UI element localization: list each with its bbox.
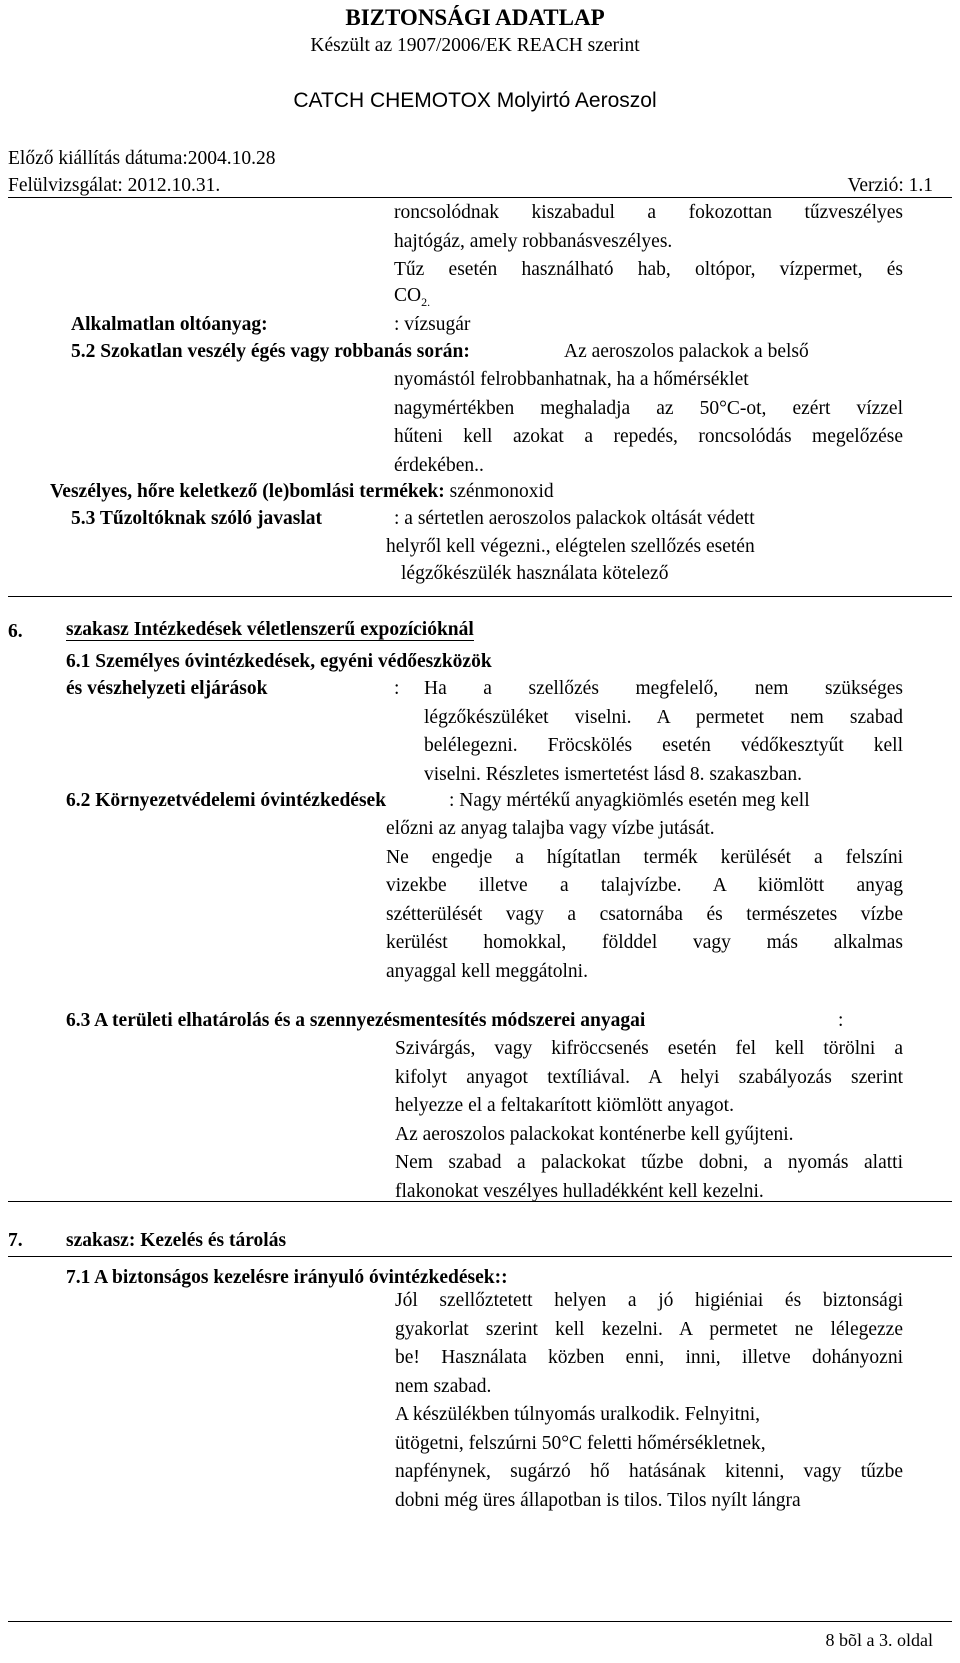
text-line: A készülékben túlnyomás uralkodik. Felnyitni,: [395, 1404, 761, 1425]
section-separator: [8, 1201, 952, 1202]
section-7-1-text: [395, 1287, 903, 1515]
text-line: légzőkészüléket viselni. A permetet nem szabad: [424, 706, 903, 728]
text-line: Tűz esetén használható hab, oltópor, vízpermet, és: [394, 259, 903, 280]
version: Verzió: 1.1: [847, 175, 933, 196]
text-line: helyezze el a feltakarított kiömlött anyagot.: [395, 1095, 734, 1116]
section-6-3-heading: 6.3 A területi elhatárolás és a szennyezésmentesítés módszerei anyagai: [66, 1010, 646, 1031]
section-6-3-colon: :: [838, 1010, 844, 1031]
co2-text: [394, 284, 430, 309]
footer-rule: [8, 1621, 952, 1622]
text-line: napfénynek, sugárzó hő hatásának kitenni, vagy tűzbe: [395, 1461, 903, 1482]
section5-continuation: [394, 199, 903, 285]
text-line: kerülést homokkal, földdel vagy más alkalmas: [386, 932, 903, 953]
section-6-3-text: [395, 1035, 903, 1206]
text-line: flakonokat veszélyes hulladékként kell kezelni.: [395, 1180, 764, 1202]
section-5-3-line: helyről kell végezni., elégtelen szellőzés esetén: [386, 536, 755, 557]
section-7-number: 7.: [8, 1230, 23, 1251]
section-5-3-heading: 5.3 Tűzoltóknak szóló javaslat: [71, 508, 323, 529]
text-line: előzni az anyag talajba vagy vízbe jutását.: [386, 818, 715, 839]
header-rule: [8, 197, 952, 198]
section-separator: [8, 596, 952, 597]
section-6-2-heading: 6.2 Környezetvédelemi óvintézkedések: [66, 790, 387, 811]
text-line: gyakorlat szerint kell kezelni. A permetet ne lélegezze: [395, 1318, 903, 1340]
section-6-1-colon: :: [394, 678, 400, 699]
section-6-1-heading-cont: és vészhelyzeti eljárások: [66, 678, 268, 699]
section-separator: [8, 1256, 952, 1257]
unsuitable-extinguisher-value: : vízsugár: [394, 314, 471, 335]
section-6-1-text: [424, 675, 903, 789]
text-line: nagymértékben meghaladja az 50°C-ot, ezért vízzel: [394, 397, 903, 419]
previous-issue-date: Előző kiállítás dátuma:2004.10.28: [8, 148, 276, 169]
section-5-2-text: [394, 366, 903, 480]
text-line: kifolyt anyagot textíliával. A helyi szabályozás szerint: [395, 1066, 903, 1088]
product-name: CATCH CHEMOTOX Molyirtó Aeroszol: [293, 89, 657, 112]
section-6-2-first-line: : Nagy mértékű anyagkiömlés esetén meg kell: [449, 790, 810, 811]
section-6-title: szakasz Intézkedések véletlenszerű expozícióknál: [66, 619, 474, 640]
text-line: anyaggal kell meggátolni.: [386, 960, 588, 982]
section-7-title: szakasz: Kezelés és tárolás: [66, 1230, 287, 1251]
revision-date: Felülvizsgálat: 2012.10.31.: [8, 175, 221, 196]
text-line: belélegezni. Fröcskölés esetén védőkesztyűt kell: [424, 735, 903, 756]
text-line: be! Használata közben enni, inni, illetve dohányozni: [395, 1347, 903, 1368]
text-line: szétterülését vagy a csatornába és természetes vízbe: [386, 903, 903, 925]
section-6-2-text: [386, 815, 903, 986]
text-line: Ha a szellőzés megfelelő, nem szükséges: [424, 678, 903, 699]
text-line: hajtógáz, amely robbanásveszélyes.: [394, 230, 673, 252]
section-6-number: 6.: [8, 621, 23, 642]
text-line: nem szabad.: [395, 1375, 492, 1397]
text-line: Ne engedje a hígítatlan termék kerülését a felszíni: [386, 846, 903, 868]
text-line: vizekbe illetve a talajvízbe. A kiömlött anyag: [386, 875, 903, 896]
text-line: Az aeroszolos palackokat konténerbe kell gyűjteni.: [395, 1123, 794, 1145]
text-line: Nem szabad a palackokat tűzbe dobni, a nyomás alatti: [395, 1152, 903, 1173]
page-number: 8 bõl a 3. oldal: [825, 1630, 933, 1650]
decomposition-value: szénmonoxid: [449, 481, 554, 502]
text-line: viselni. Részletes ismertetést lásd 8. szakaszban.: [424, 763, 802, 785]
co2-subscript: 2.: [421, 294, 431, 309]
text-line: Szivárgás, vagy kifröccsenés esetén fel kell törölni a: [395, 1038, 903, 1059]
unsuitable-extinguisher-label: Alkalmatlan oltóanyag:: [71, 314, 268, 335]
doc-subtitle: Készült az 1907/2006/EK REACH szerint: [310, 35, 640, 56]
section-5-3-line: légzőkészülék használata kötelező: [401, 563, 669, 584]
text-line: Jól szellőztetett helyen a jó higiéniai és biztonsági: [395, 1290, 903, 1311]
decomposition-products: [50, 480, 554, 503]
section-5-2-heading: 5.2 Szokatlan veszély égés vagy robbanás során:: [71, 341, 470, 362]
section-7-1-heading: 7.1 A biztonságos kezelésre irányuló óvintézkedések::: [66, 1267, 508, 1288]
text-line: érdekében..: [394, 454, 484, 476]
co2-main: CO: [394, 285, 422, 306]
text-line: nyomástól felrobbanhatnak, ha a hőmérséklet: [394, 369, 749, 390]
section-6-1-heading: 6.1 Személyes óvintézkedések, egyéni védőeszközök: [66, 651, 492, 672]
decomposition-label: Veszélyes, hőre keletkező (le)bomlási termékek:: [50, 481, 445, 502]
section-5-2-first-line: Az aeroszolos palackok a belső: [564, 341, 809, 362]
doc-title: BIZTONSÁGI ADATLAP: [345, 5, 605, 30]
text-line: ütögetni, felszúrni 50°C feletti hőmérsékletnek,: [395, 1432, 766, 1454]
text-line: hűteni kell azokat a repedés, roncsolódás megelőzése: [394, 426, 903, 447]
text-line: roncsolódnak kiszabadul a fokozottan tűzveszélyes: [394, 202, 903, 223]
section-5-3-first-line: : a sértetlen aeroszolos palackok oltását védett: [394, 508, 755, 529]
text-line: dobni még üres állapotban is tilos. Tilos nyílt lángra: [395, 1489, 801, 1511]
